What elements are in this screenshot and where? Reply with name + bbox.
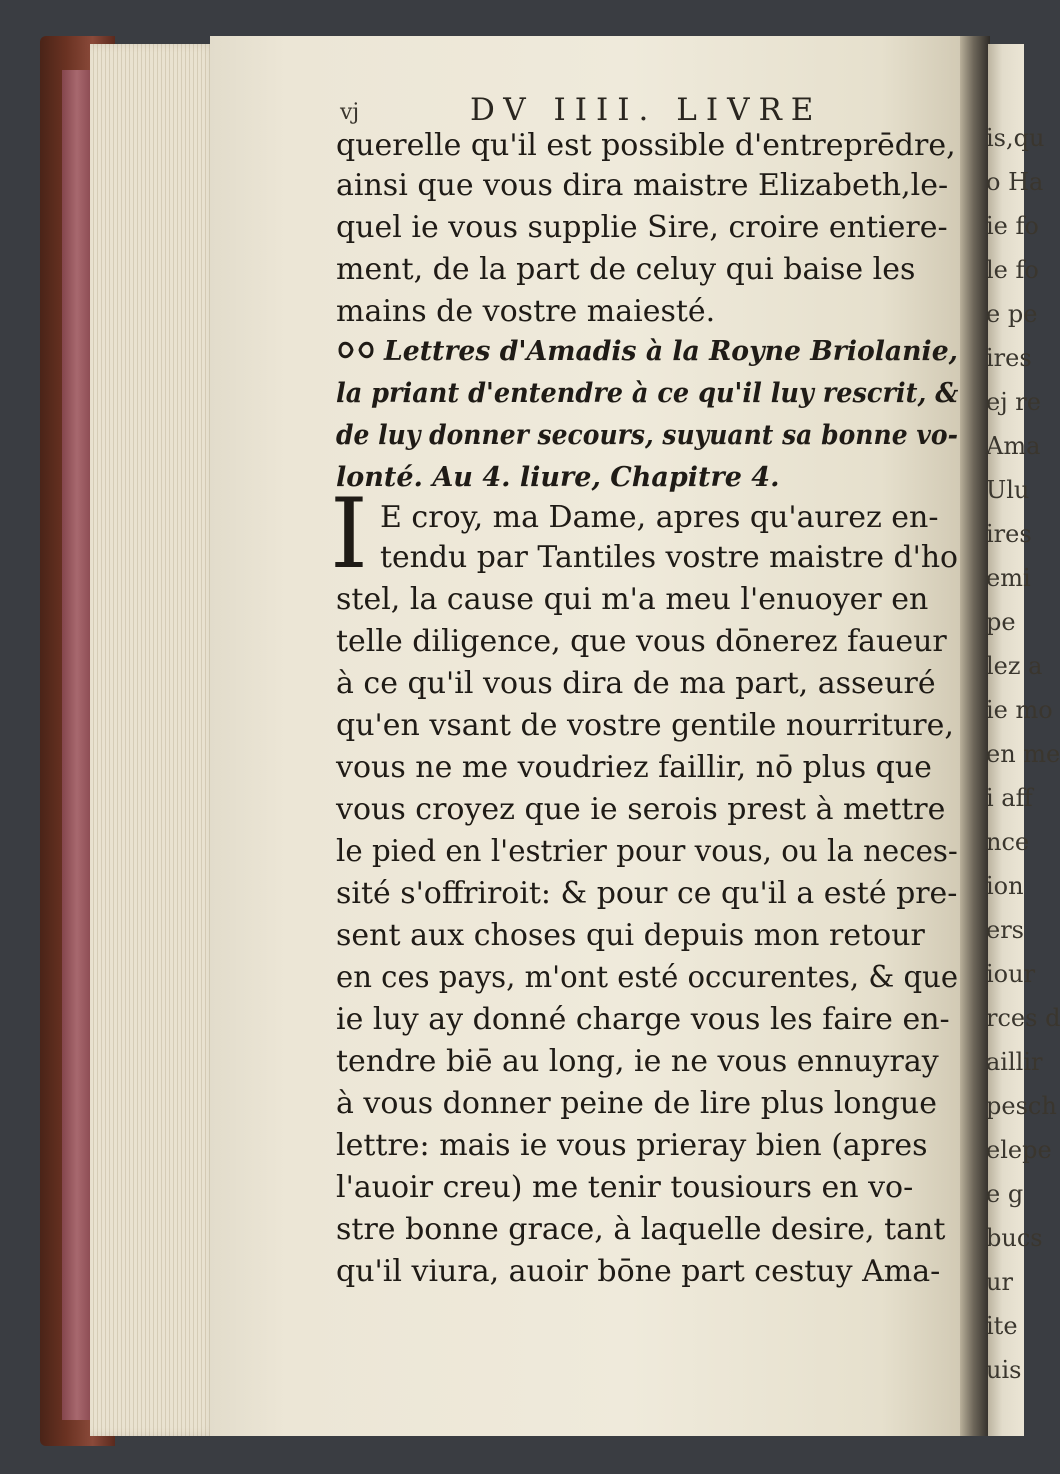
facing-page-fragment: nce (986, 828, 1030, 856)
facing-page-fragment: Ulu (986, 476, 1030, 504)
text-line: ie luy ay donné charge vous les faire en- (336, 1002, 950, 1037)
text-line: vous ne me voudriez faillir, nō plus que (336, 750, 932, 785)
facing-page-fragment: uis (986, 1356, 1022, 1384)
heading-line: de luy donner secours, suyuant sa bonne vo- (336, 420, 958, 451)
text-line: en ces pays, m'ont esté occurentes, & que (336, 960, 959, 995)
text-line: qu'il viura, auoir bōne part cestuy Ama- (336, 1254, 941, 1289)
facing-page-fragment: e g (986, 1180, 1024, 1208)
facing-page-fragment: Ama (986, 432, 1041, 460)
text-line: qu'en vsant de vostre gentile nourriture, (336, 708, 954, 743)
facing-page-fragment: le fo (986, 256, 1039, 284)
text-line: vous croyez que ie serois prest à mettre (336, 792, 946, 827)
text-line: sent aux choses qui depuis mon retour (336, 918, 925, 953)
pilcrow-ornament-icon (336, 337, 376, 363)
text-line: à ce qu'il vous dira de ma part, asseuré (336, 666, 936, 701)
facing-page-fragment: ion (986, 872, 1024, 900)
facing-page-fragment: ite (986, 1312, 1018, 1340)
facing-page-fragment: emi (986, 564, 1031, 592)
text-line: l'auoir creu) me tenir tousiours en vo- (336, 1170, 914, 1205)
text-line: quel ie vous supplie Sire, croire entiere- (336, 210, 948, 245)
binding-inner-edge (62, 70, 92, 1420)
facing-page-fragment: pesch (986, 1092, 1057, 1120)
drop-capital: I (330, 478, 368, 590)
facing-page-fragment: bucs (986, 1224, 1043, 1252)
facing-page-fragment: ur (986, 1268, 1013, 1296)
facing-page-fragment: i aff (986, 784, 1033, 812)
facing-page-fragment: ers (986, 916, 1024, 944)
facing-page-fragment: e pe (986, 300, 1038, 328)
facing-page-fragment: ires (986, 344, 1032, 372)
heading-line: la priant d'entendre à ce qu'il luy rescrit, & (336, 378, 959, 409)
facing-page-fragment: lez a (986, 652, 1043, 680)
running-head: DV IIII. LIVRE (470, 92, 823, 128)
facing-page-fragment: aillir (986, 1048, 1043, 1076)
text-line: ment, de la part de celuy qui baise les (336, 252, 916, 287)
facing-page-fragment: is,qu (986, 124, 1045, 152)
text-line: mains de vostre maiesté. (336, 294, 716, 329)
text-line: sité s'offriroit: & pour ce qu'il a esté pre- (336, 876, 958, 911)
facing-page-fragment: elepe (986, 1136, 1052, 1164)
facing-page-fragment: pe (986, 608, 1016, 636)
text-line: querelle qu'il est possible d'entreprēdre, (336, 128, 956, 163)
text-line: le pied en l'estrier pour vous, ou la neces- (336, 834, 958, 869)
text-line: tendre biē au long, ie ne vous ennuyray (336, 1044, 939, 1079)
facing-page-fragment: en me (986, 740, 1060, 768)
text-line: lettre: mais ie vous prieray bien (apres (336, 1128, 928, 1163)
signature-mark: vj (340, 100, 360, 125)
facing-page-fragment: ie mo (986, 696, 1053, 724)
text-line: stre bonne grace, à laquelle desire, tant (336, 1212, 946, 1247)
text-line: stel, la cause qui m'a meu l'enuoyer en (336, 582, 929, 617)
text-line: à vous donner peine de lire plus longue (336, 1086, 938, 1121)
facing-page-fragment: ires (986, 520, 1032, 548)
text-line: ainsi que vous dira maistre Elizabeth,le- (336, 168, 949, 203)
heading-line: Lettres d'Amadis à la Royne Briolanie, (384, 336, 958, 367)
facing-page-strip (986, 44, 1060, 1436)
heading-line: lonté. Au 4. liure, Chapitre 4. (336, 462, 780, 493)
text-line: E croy, ma Dame, apres qu'aurez en- (380, 500, 939, 535)
facing-page-fragment: ej re (986, 388, 1041, 416)
page-block-edges (90, 44, 218, 1436)
facing-page-fragment: o Ha (986, 168, 1044, 196)
facing-page-fragment: ie fo (986, 212, 1039, 240)
text-line: telle diligence, que vous dōnerez faueur (336, 624, 947, 659)
facing-page-fragment: rces d (986, 1004, 1060, 1032)
text-line: tendu par Tantiles vostre maistre d'ho (380, 540, 959, 575)
facing-page-fragment: iour (986, 960, 1036, 988)
